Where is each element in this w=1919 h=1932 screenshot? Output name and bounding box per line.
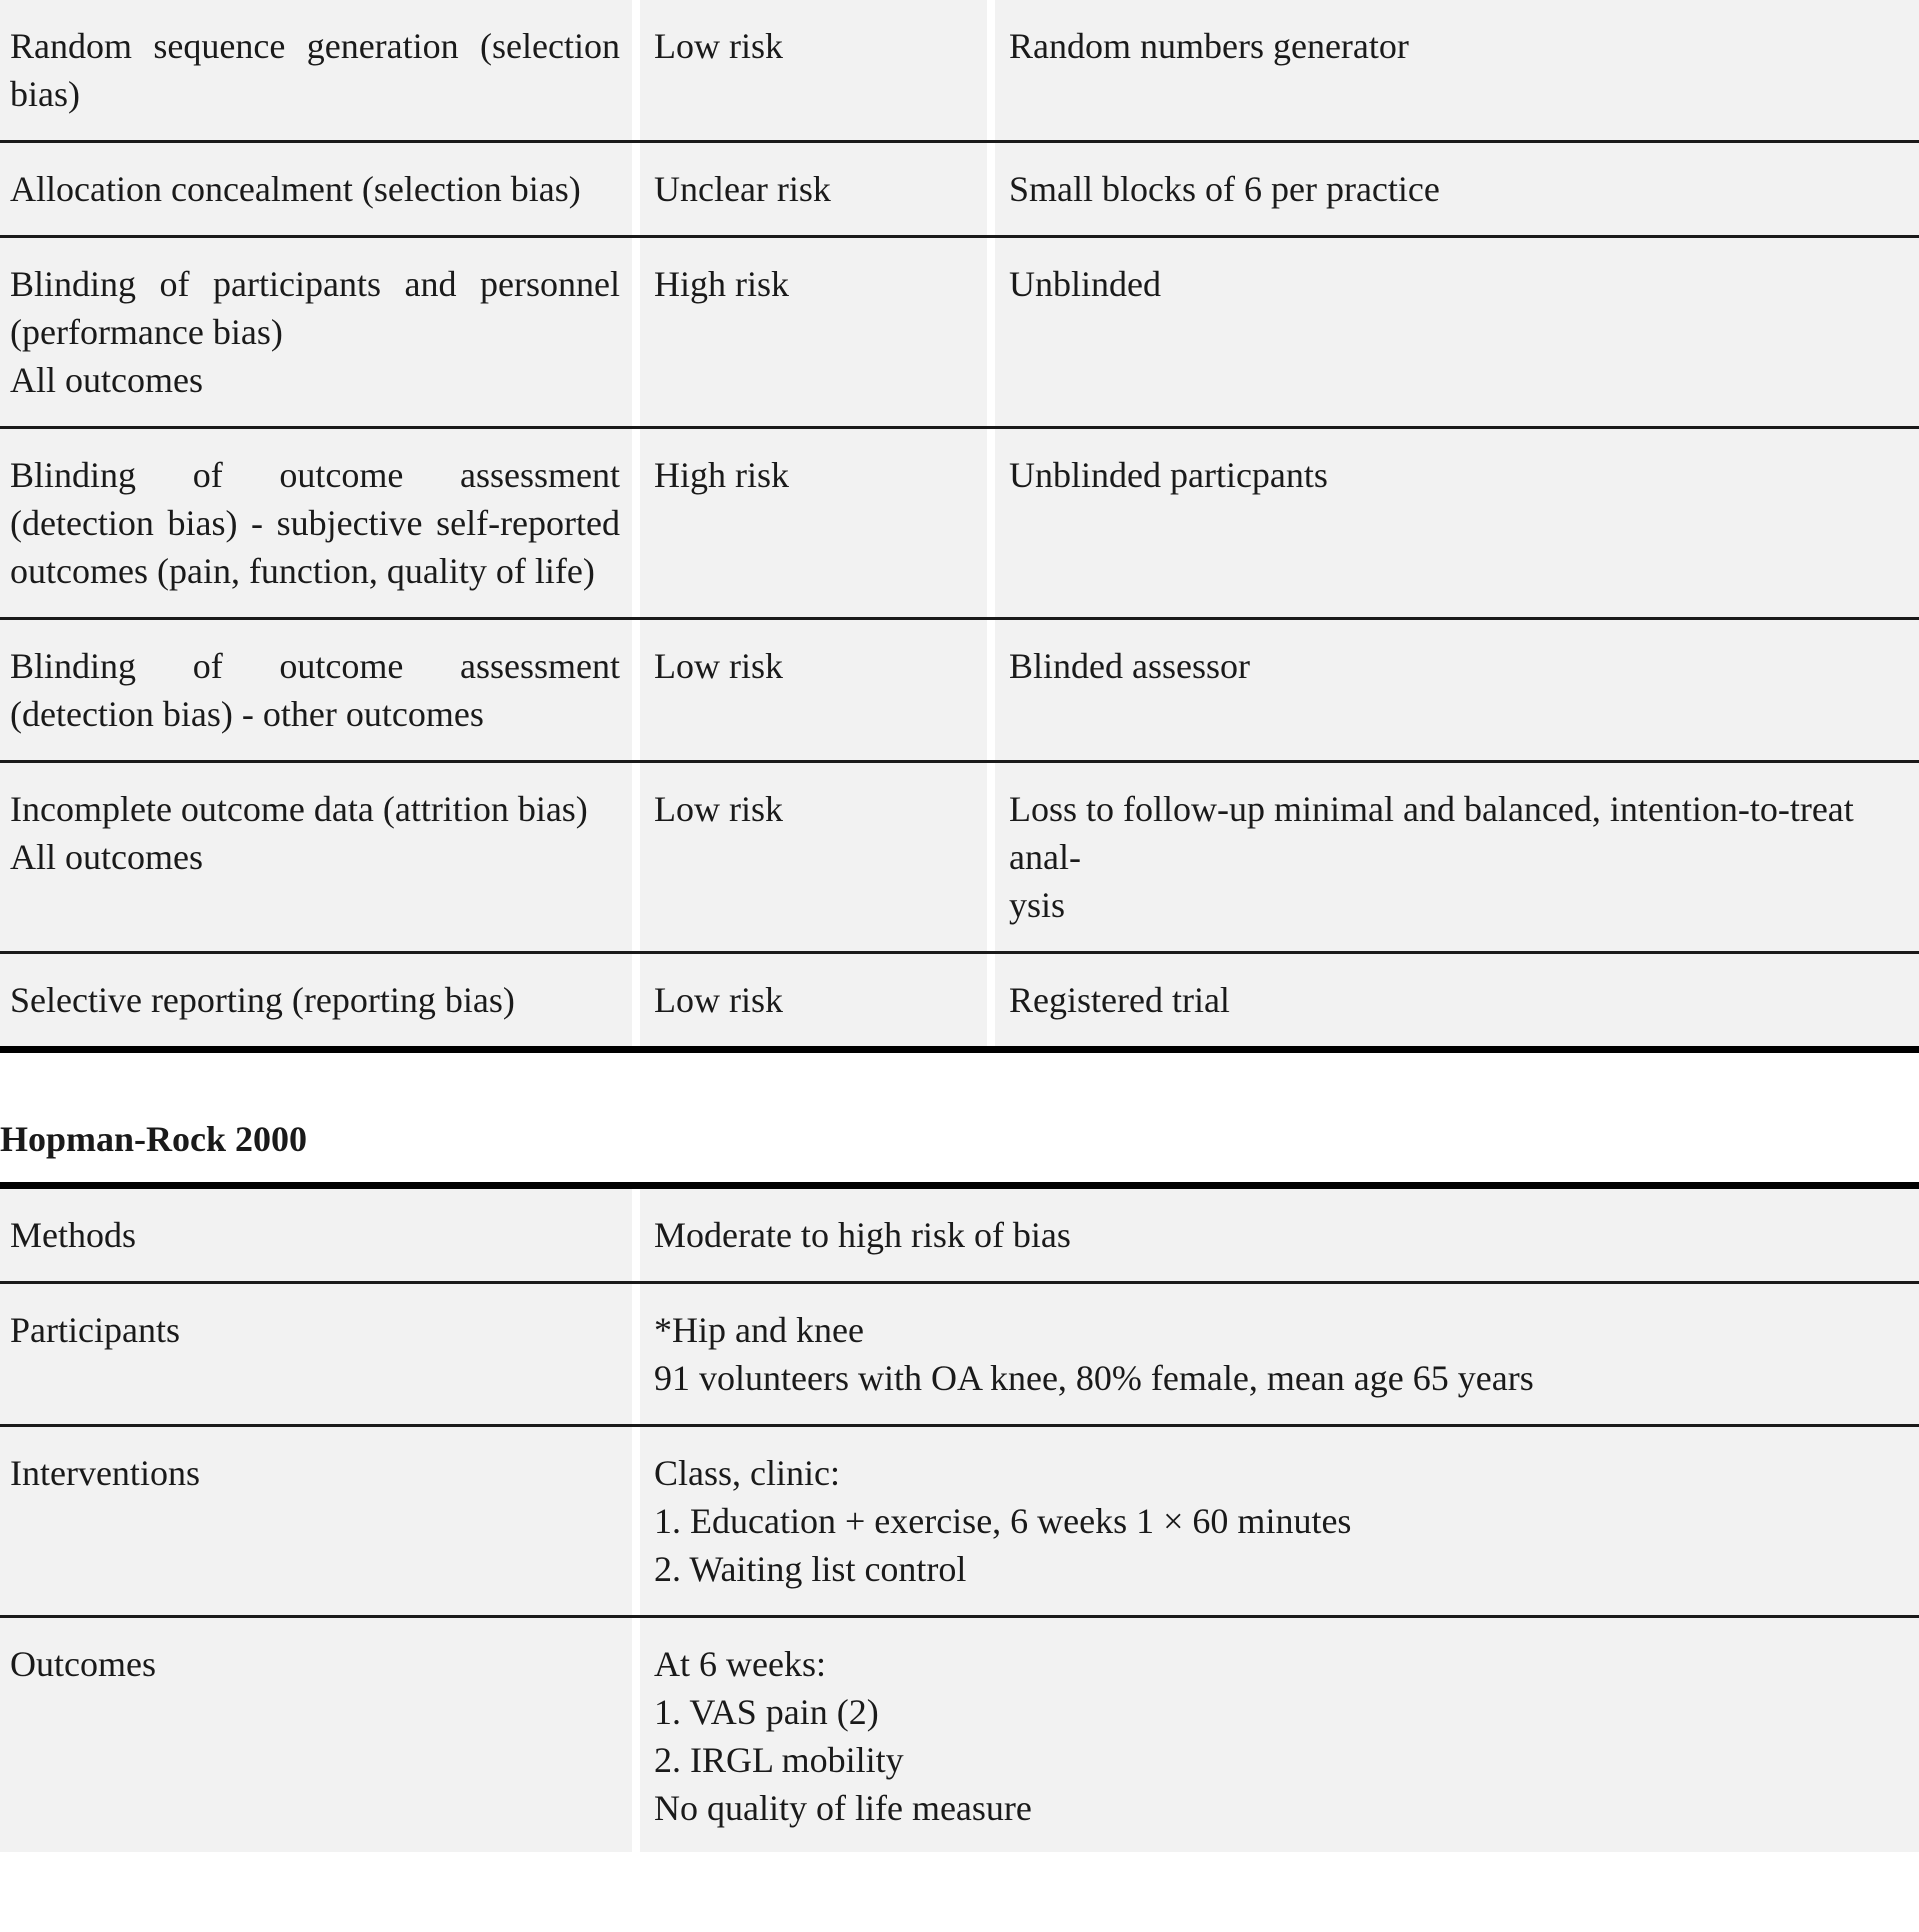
characteristic-value: Class, clinic: 1. Education + exercise, 6 weeks 1 × 60 minutes 2. Waiting list control xyxy=(640,1427,1919,1615)
table-row xyxy=(0,238,1919,429)
bias-domain-cell: Incomplete outcome data (attrition bias) All outcomes xyxy=(0,763,632,951)
characteristic-label: Methods xyxy=(0,1189,632,1281)
table-row xyxy=(0,620,1919,763)
table-row xyxy=(0,1284,1919,1427)
study-characteristics-table xyxy=(0,1182,1919,1852)
bias-judgement-cell: High risk xyxy=(640,238,987,426)
bias-domain-cell: Random sequence generation (selection bias) xyxy=(0,0,632,140)
bias-support-cell: Registered trial xyxy=(995,954,1919,1046)
bias-judgement-cell: High risk xyxy=(640,429,987,617)
bias-judgement-cell: Low risk xyxy=(640,954,987,1046)
table-row xyxy=(0,1618,1919,1852)
bias-domain-cell: Blinding of outcome assessment (detection bias) - other outcomes xyxy=(0,620,632,760)
characteristic-label: Participants xyxy=(0,1284,632,1424)
bias-domain-cell: Blinding of outcome assessment (detection bias) - subjective self-reported outcomes (pain, function, quality of life) xyxy=(0,429,632,617)
bias-judgement-cell: Low risk xyxy=(640,0,987,140)
characteristic-value: Moderate to high risk of bias xyxy=(640,1189,1919,1281)
bias-support-cell: Random numbers generator xyxy=(995,0,1919,140)
characteristic-label: Interventions xyxy=(0,1427,632,1615)
bias-domain-cell: Allocation concealment (selection bias) xyxy=(0,143,632,235)
bias-judgement-cell: Low risk xyxy=(640,620,987,760)
bias-support-cell: Small blocks of 6 per practice xyxy=(995,143,1919,235)
characteristic-label: Outcomes xyxy=(0,1618,632,1852)
bias-support-cell: Unblinded particpants xyxy=(995,429,1919,617)
bias-support-cell: Unblinded xyxy=(995,238,1919,426)
table-row xyxy=(0,1427,1919,1618)
bias-domain-cell: Blinding of participants and personnel (performance bias) All outcomes xyxy=(0,238,632,426)
bias-support-cell: Loss to follow-up minimal and balanced, intention-to-treat anal- ysis xyxy=(995,763,1919,951)
study-title: Hopman-Rock 2000 xyxy=(0,1119,308,1159)
bias-support-cell: Blinded assessor xyxy=(995,620,1919,760)
table-row xyxy=(0,0,1919,143)
bias-judgement-cell: Low risk xyxy=(640,763,987,951)
table-row xyxy=(0,1189,1919,1284)
characteristic-value: At 6 weeks: 1. VAS pain (2) 2. IRGL mobility No quality of life measure xyxy=(640,1618,1919,1852)
table-row xyxy=(0,143,1919,238)
bias-judgement-cell: Unclear risk xyxy=(640,143,987,235)
table-row xyxy=(0,763,1919,954)
table-row xyxy=(0,954,1919,1053)
table-row xyxy=(0,429,1919,620)
characteristic-value: *Hip and knee 91 volunteers with OA knee, 80% female, mean age 65 years xyxy=(640,1284,1919,1424)
bias-domain-cell: Selective reporting (reporting bias) xyxy=(0,954,632,1046)
